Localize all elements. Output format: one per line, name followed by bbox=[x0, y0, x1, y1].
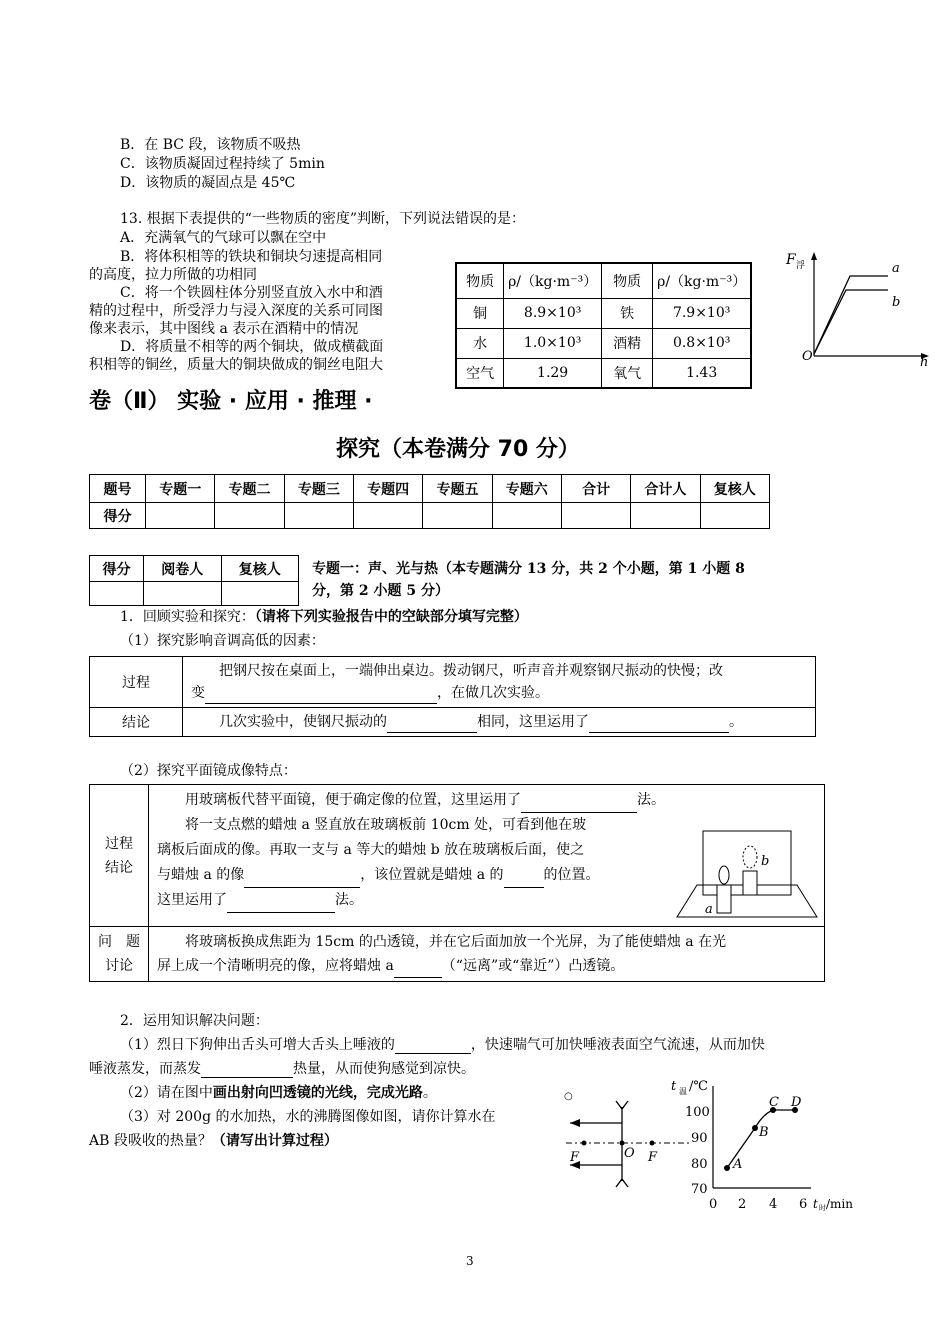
text: 几次实验中，使钢尺振动的 bbox=[219, 714, 387, 730]
text: （“远离”或“靠近”）凸透镜。 bbox=[441, 958, 625, 974]
density-cell: 1.43 bbox=[653, 358, 751, 388]
y-tick-100: 100 bbox=[685, 1105, 710, 1120]
text: （2）请在图中 bbox=[120, 1085, 213, 1101]
candle-a bbox=[717, 885, 731, 913]
q13-option-c-cont1: 精的过程中，所受浮力与浸入深度的关系可同图 bbox=[89, 303, 383, 319]
blank-field[interactable] bbox=[205, 689, 437, 704]
point-d-label: D bbox=[791, 1095, 802, 1110]
q12-option-b: B．在 BC 段，该物质不吸热 bbox=[120, 137, 301, 153]
text: 唾液蒸发，而蒸发 bbox=[89, 1061, 201, 1077]
score-header: 题号 bbox=[90, 475, 146, 503]
section-title-line1: 卷（Ⅱ） 实验 · 应用 · 推理 · bbox=[89, 389, 373, 414]
center-dot bbox=[620, 1141, 625, 1146]
focus-right-label: F bbox=[648, 1150, 658, 1165]
q13-option-d: D．将质量不相等的两个铜块，做成横截面 bbox=[120, 339, 384, 355]
score-cell[interactable] bbox=[631, 503, 700, 529]
corner-dot: ○ bbox=[564, 1091, 573, 1102]
text: ，快速喘气可加快唾液表面空气流速，从而加快 bbox=[470, 1037, 765, 1053]
score-header: 复核人 bbox=[700, 475, 769, 503]
density-cell: 铜 bbox=[456, 298, 504, 328]
q2-p1 bbox=[120, 1036, 765, 1054]
density-cell: 1.29 bbox=[504, 358, 602, 388]
q13-option-c: C．将一个铁圆柱体分别竖直放入水中和酒 bbox=[120, 285, 383, 301]
density-cell: 1.0×10³ bbox=[504, 328, 602, 358]
mirror-label-process bbox=[90, 785, 149, 927]
q12-option-c: C．该物质凝固过程持续了 5min bbox=[120, 156, 325, 172]
text: 法。 bbox=[637, 792, 665, 808]
topic1-title: 专题一：声、光与热（本专题满分 13 分，共 2 个小题，第 1 小题 8 bbox=[312, 561, 745, 577]
focus-right-dot bbox=[650, 1141, 655, 1146]
text: 的位置。 bbox=[543, 867, 600, 883]
section-title-line2: 探究（本卷满分 70 分） bbox=[336, 437, 580, 462]
pitch-conclusion-cell bbox=[183, 708, 816, 737]
x-label-sub: 时 bbox=[819, 1204, 826, 1212]
y-tick-80: 80 bbox=[691, 1157, 708, 1172]
score-cell[interactable] bbox=[284, 503, 353, 529]
candle-b bbox=[743, 871, 757, 895]
mirror-line3: 璃板后面成的像。再取一支与 a 等大的蜡烛 b 放在玻璃板后面，使之 bbox=[157, 842, 585, 858]
density-cell: 空气 bbox=[456, 358, 504, 388]
ray-upper-arrow-icon bbox=[570, 1119, 580, 1127]
y-tick-90: 90 bbox=[691, 1131, 708, 1146]
density-table bbox=[455, 262, 752, 389]
grader-cell[interactable] bbox=[221, 582, 298, 606]
focus-left-label: F bbox=[570, 1150, 580, 1165]
mirror-process-cell bbox=[149, 785, 825, 927]
pitch-process-line1: 把钢尺按在桌面上，一端伸出桌边。拨动钢尺，听声音并观察钢尺振动的快慢；改 bbox=[219, 663, 723, 679]
text: 。 bbox=[422, 1085, 437, 1101]
text: 这里运用了 bbox=[157, 892, 227, 908]
score-cell[interactable] bbox=[146, 503, 215, 529]
point-b bbox=[752, 1125, 758, 1131]
candle-mirror-figure bbox=[673, 823, 819, 923]
mirror-line2: 将一支点燃的蜡烛 a 竖直放在玻璃板前 10cm 处，可看到他在玻 bbox=[185, 817, 587, 833]
text: 法。 bbox=[335, 892, 363, 908]
boiling-graph bbox=[665, 1076, 865, 1216]
score-header: 专题六 bbox=[492, 475, 561, 503]
line-b-label: b bbox=[892, 295, 901, 310]
point-c-label: C bbox=[769, 1095, 779, 1110]
text: 与蜡烛 a 的像 bbox=[157, 867, 245, 883]
blank-field[interactable] bbox=[227, 898, 335, 913]
grader-cell[interactable] bbox=[144, 582, 221, 606]
y-arrow-icon bbox=[811, 252, 817, 260]
score-row-label: 得分 bbox=[90, 503, 146, 529]
density-cell: 氧气 bbox=[601, 358, 652, 388]
label-text: 结论 bbox=[105, 859, 133, 876]
text-bold: 画出射向凹透镜的光线，完成光路 bbox=[212, 1085, 423, 1101]
x-tick-0: 0 bbox=[709, 1197, 718, 1212]
q2-p1-cont bbox=[89, 1060, 475, 1078]
score-cell[interactable] bbox=[561, 503, 630, 529]
grader-cell[interactable] bbox=[90, 582, 144, 606]
center-label: O bbox=[624, 1146, 635, 1161]
density-cell: 酒精 bbox=[601, 328, 652, 358]
density-cell: 7.9×10³ bbox=[653, 298, 751, 328]
q13-option-a: A．充满氧气的气球可以飘在空中 bbox=[120, 230, 327, 246]
blank-field[interactable] bbox=[201, 1063, 293, 1078]
x-tick-4: 4 bbox=[769, 1197, 778, 1212]
text-bold: （请写出计算过程） bbox=[211, 1133, 338, 1149]
point-a-label: A bbox=[733, 1157, 743, 1172]
text: ，在做几次实验。 bbox=[437, 685, 549, 701]
text: 用玻璃板代替平面镜，便于确定像的位置，这里运用了 bbox=[185, 792, 521, 808]
score-header: 合计人 bbox=[631, 475, 700, 503]
discussion-line2 bbox=[157, 954, 816, 978]
blank-field[interactable] bbox=[395, 1039, 471, 1054]
density-cell: 水 bbox=[456, 328, 504, 358]
q1-sub2-title: （2）探究平面镜成像特点： bbox=[120, 763, 297, 779]
score-cell[interactable] bbox=[423, 503, 492, 529]
score-header: 专题三 bbox=[284, 475, 353, 503]
point-b-label: B bbox=[759, 1125, 769, 1140]
blank-field[interactable] bbox=[504, 873, 544, 888]
blank-field[interactable] bbox=[589, 718, 729, 733]
label-text: 过程 bbox=[105, 835, 133, 852]
text: （1）烈日下狗伸出舌头可增大舌头上唾液的 bbox=[120, 1037, 395, 1053]
grader-table bbox=[89, 555, 299, 606]
density-header-1: 物质 bbox=[456, 263, 504, 298]
text: 。 bbox=[729, 714, 743, 730]
discussion-line1: 将玻璃板换成焦距为 15cm 的凸透镜，并在它后面加放一个光屏，为了能使蜡烛 a 在光 bbox=[185, 934, 727, 950]
flame-a-icon bbox=[719, 866, 729, 884]
density-cell: 铁 bbox=[601, 298, 652, 328]
buoyancy-graph bbox=[780, 248, 930, 370]
score-header: 专题五 bbox=[423, 475, 492, 503]
focus-left-dot bbox=[582, 1141, 587, 1146]
text: 变 bbox=[191, 685, 205, 701]
mirror-line1 bbox=[157, 788, 816, 813]
q13-option-b-cont: 的高度，拉力所做的功相同 bbox=[89, 267, 257, 283]
text: AB 段吸收的热量？ bbox=[89, 1133, 212, 1149]
q13-option-c-cont2: 像来表示，其中图线 a 表示在酒精中的情况 bbox=[89, 321, 359, 337]
q1-stem-bold: （请将下列实验报告中的空缺部分填写完整） bbox=[254, 609, 528, 625]
grader-header: 阅卷人 bbox=[144, 556, 221, 582]
text: 热量，从而使狗感觉到凉快。 bbox=[293, 1061, 475, 1077]
score-table bbox=[89, 474, 770, 529]
q2-p3: （3）对 200g 的水加热，水的沸腾图像如图，请你计算水在 bbox=[120, 1109, 496, 1125]
x-label: h bbox=[920, 355, 929, 370]
q13-option-d-cont: 积相等的铜丝，质量大的铜块做成的铜丝电阻大 bbox=[89, 357, 383, 373]
x-tick-6: 6 bbox=[799, 1197, 808, 1212]
score-cell[interactable] bbox=[215, 503, 284, 529]
q2-stem: 2．运用知识解决问题： bbox=[120, 1013, 269, 1029]
q2-p2 bbox=[120, 1084, 437, 1102]
line-a-label: a bbox=[892, 261, 900, 276]
score-cell[interactable] bbox=[354, 503, 423, 529]
mirror-discussion-cell bbox=[149, 927, 825, 982]
text: 屏上成一个清晰明亮的像，应将蜡烛 a bbox=[157, 958, 394, 974]
density-cell: 0.8×10³ bbox=[653, 328, 751, 358]
text: 相同，这里运用了 bbox=[477, 714, 589, 730]
flame-image-icon bbox=[743, 846, 757, 868]
page-number: 3 bbox=[466, 1254, 474, 1268]
score-cell[interactable] bbox=[492, 503, 561, 529]
grader-header: 得分 bbox=[90, 556, 144, 582]
pitch-label-conclusion: 结论 bbox=[90, 708, 183, 737]
density-cell: 8.9×10³ bbox=[504, 298, 602, 328]
text: ，该位置就是蜡烛 a 的 bbox=[360, 867, 504, 883]
q1-stem bbox=[120, 608, 528, 626]
blank-field[interactable] bbox=[521, 798, 637, 813]
line-b bbox=[814, 290, 888, 354]
density-header-2: ρ/（kg·m⁻³） bbox=[504, 263, 602, 298]
topic1-title-cont: 分，第 2 小题 5 分） bbox=[312, 583, 449, 599]
pitch-table bbox=[89, 656, 816, 737]
density-header-3: 物质 bbox=[601, 263, 652, 298]
score-cell[interactable] bbox=[700, 503, 769, 529]
pitch-process-cell bbox=[183, 657, 816, 708]
q12-option-d: D．该物质的凝固点是 45℃ bbox=[120, 175, 296, 191]
origin-label: O bbox=[802, 349, 813, 364]
label-text: 问 题 bbox=[98, 934, 140, 950]
y-label: F bbox=[786, 252, 796, 268]
blank-field[interactable] bbox=[394, 963, 442, 978]
point-a bbox=[724, 1165, 730, 1171]
mirror-table bbox=[89, 784, 825, 982]
blank-field[interactable] bbox=[387, 718, 477, 733]
q2-p3-cont bbox=[89, 1132, 338, 1150]
q1-sub1-title: （1）探究影响音调高低的因素： bbox=[120, 633, 325, 649]
q13-option-b: B．将体积相等的铁块和铜块匀速提高相同 bbox=[120, 249, 383, 265]
pitch-label-process: 过程 bbox=[90, 657, 183, 708]
q13-stem: 13. 根据下表提供的“一些物质的密度”判断，下列说法错误的是： bbox=[120, 211, 526, 227]
score-header: 专题一 bbox=[146, 475, 215, 503]
y-label-sub: 温 bbox=[679, 1087, 687, 1096]
pitch-process-line2 bbox=[191, 682, 807, 704]
grader-header: 复核人 bbox=[221, 556, 298, 582]
y-unit: /℃ bbox=[689, 1079, 708, 1094]
x-label: t bbox=[813, 1197, 818, 1211]
x-unit: /min bbox=[826, 1197, 853, 1211]
score-header: 专题四 bbox=[354, 475, 423, 503]
y-label: t bbox=[671, 1079, 677, 1094]
y-label-sub: 浮 bbox=[796, 261, 806, 271]
q1-stem-text: 1．回顾实验和探究： bbox=[120, 609, 255, 625]
blank-field[interactable] bbox=[244, 873, 360, 888]
candle-a-label: a bbox=[705, 902, 713, 917]
label-text: 讨论 bbox=[105, 958, 133, 974]
y-tick-70: 70 bbox=[691, 1182, 708, 1197]
line-a bbox=[814, 276, 888, 354]
mirror-label-discussion bbox=[90, 927, 149, 982]
x-tick-2: 2 bbox=[738, 1197, 747, 1212]
candle-b-label: b bbox=[761, 854, 770, 869]
score-header: 专题二 bbox=[215, 475, 284, 503]
density-header-4: ρ/（kg·m⁻³） bbox=[653, 263, 751, 298]
score-header: 合计 bbox=[561, 475, 630, 503]
